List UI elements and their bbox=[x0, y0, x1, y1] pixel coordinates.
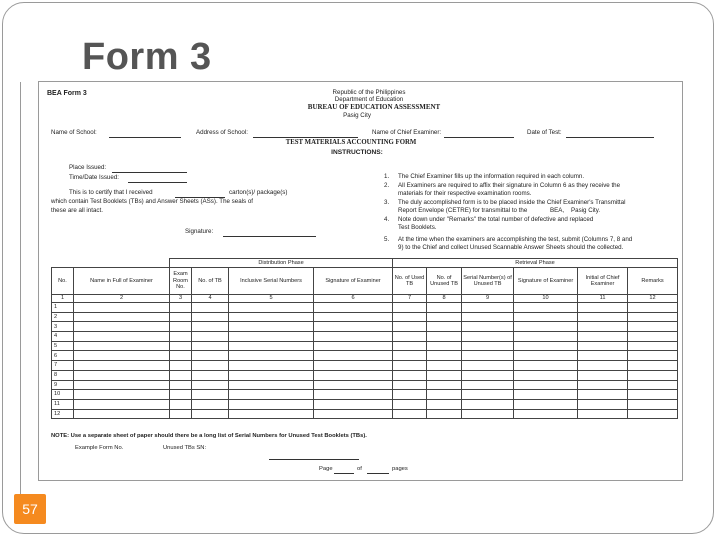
instruction-text: materials for their respective examination rooms. bbox=[398, 190, 532, 197]
column-header: No. bbox=[52, 268, 74, 295]
retrieval-phase-header: Retrieval Phase bbox=[393, 259, 678, 268]
table-cell bbox=[74, 351, 170, 361]
table-cell bbox=[628, 390, 678, 400]
column-number: 10 bbox=[514, 295, 578, 303]
column-header: Serial Number(s) of Unused TB bbox=[462, 268, 514, 295]
table-cell bbox=[514, 370, 578, 380]
header-bureau: BUREAU OF EDUCATION ASSESSMENT bbox=[307, 103, 441, 111]
instruction-text: Note down under "Remarks" the total number of defective and replaced bbox=[398, 216, 594, 223]
table-cell bbox=[314, 409, 393, 419]
table-cell bbox=[427, 303, 462, 313]
column-number: 8 bbox=[427, 295, 462, 303]
column-number: 5 bbox=[229, 295, 314, 303]
table-row bbox=[52, 370, 678, 380]
table-cell bbox=[578, 409, 628, 419]
column-header: Name in Full of Examiner bbox=[74, 268, 170, 295]
instruction-text: The duly accomplished form is to be placed inside the Chief Examiner's Transmittal bbox=[398, 199, 626, 206]
table-cell bbox=[393, 370, 427, 380]
table-cell bbox=[578, 332, 628, 342]
pages-label: pages bbox=[392, 466, 408, 472]
table-cell bbox=[514, 332, 578, 342]
table-cell bbox=[192, 380, 229, 390]
row-number: 12 bbox=[52, 409, 74, 419]
table-cell bbox=[74, 303, 170, 313]
table-cell bbox=[314, 370, 393, 380]
column-header: Exam Room No. bbox=[170, 268, 192, 295]
instruction-text: All Examiners are required to affix their signature in Column 6 as they receive the bbox=[398, 182, 621, 189]
form-label: BEA Form 3 bbox=[47, 90, 87, 97]
table-cell bbox=[170, 332, 192, 342]
table-cell bbox=[514, 361, 578, 371]
table-cell bbox=[462, 332, 514, 342]
table-cell bbox=[578, 361, 628, 371]
example-form-no: Example Form No. bbox=[75, 445, 124, 451]
table-cell bbox=[462, 322, 514, 332]
time-date-label: Time/Date Issued: bbox=[69, 174, 119, 181]
table-cell bbox=[628, 409, 678, 419]
header-line2: Department of Education bbox=[334, 96, 404, 103]
certify-line2: which contain Test Booklets (TBs) and Answer Sheets (ASs). The seals of bbox=[51, 198, 253, 205]
table-cell bbox=[229, 312, 314, 322]
table-cell bbox=[462, 361, 514, 371]
table-cell bbox=[192, 332, 229, 342]
row-number: 7 bbox=[52, 361, 74, 371]
field-chief-label: Name of Chief Examiner: bbox=[372, 129, 442, 136]
table-cell bbox=[314, 303, 393, 313]
column-number: 4 bbox=[192, 295, 229, 303]
column-header: No. of TB bbox=[192, 268, 229, 295]
row-number: 6 bbox=[52, 351, 74, 361]
signature-label: Signature: bbox=[185, 228, 214, 235]
table-cell bbox=[514, 341, 578, 351]
table-cell bbox=[170, 303, 192, 313]
column-header: Inclusive Serial Numbers bbox=[229, 268, 314, 295]
header-city: Pasig City bbox=[343, 112, 371, 119]
column-header: No. of Used TB bbox=[393, 268, 427, 295]
table-row bbox=[52, 361, 678, 371]
table-cell bbox=[74, 312, 170, 322]
table-cell bbox=[628, 332, 678, 342]
table-cell bbox=[74, 361, 170, 371]
column-header: No. of Unused TB bbox=[427, 268, 462, 295]
instruction-number: 5. bbox=[384, 236, 390, 243]
table-cell bbox=[514, 322, 578, 332]
table-cell bbox=[314, 351, 393, 361]
certify-line1: This is to certify that I received bbox=[69, 189, 153, 196]
table-cell bbox=[628, 351, 678, 361]
row-number: 3 bbox=[52, 322, 74, 332]
table-cell bbox=[462, 409, 514, 419]
instruction-number: 1. bbox=[384, 173, 390, 180]
table-cell bbox=[170, 370, 192, 380]
instruction-text: At the time when the examiners are accomplishing the test, submit (Columns 7, 8 and bbox=[398, 236, 633, 243]
table-cell bbox=[393, 312, 427, 322]
note-text: NOTE: Use a separate sheet of paper should there be a long list of Serial Numbers for Unused Test Booklets (TBs). bbox=[51, 433, 367, 439]
table-cell bbox=[170, 341, 192, 351]
row-number: 8 bbox=[52, 370, 74, 380]
table-cell bbox=[192, 322, 229, 332]
table-cell bbox=[192, 390, 229, 400]
page-line bbox=[334, 473, 354, 474]
table-cell bbox=[74, 370, 170, 380]
table-cell bbox=[314, 380, 393, 390]
table-cell bbox=[427, 361, 462, 371]
instruction-text-bea: BEA, bbox=[550, 207, 565, 214]
table-cell bbox=[628, 312, 678, 322]
table-cell bbox=[229, 351, 314, 361]
table-cell bbox=[578, 322, 628, 332]
column-number-row bbox=[52, 295, 678, 303]
table-cell bbox=[74, 332, 170, 342]
form-document bbox=[38, 81, 683, 481]
slide-title: Form 3 bbox=[82, 36, 212, 78]
table-cell bbox=[427, 409, 462, 419]
table-cell bbox=[393, 332, 427, 342]
table-cell bbox=[314, 390, 393, 400]
column-header: Signature of Examiner bbox=[514, 268, 578, 295]
table-cell bbox=[74, 341, 170, 351]
table-cell bbox=[578, 370, 628, 380]
table-cell bbox=[628, 370, 678, 380]
table-cell bbox=[314, 399, 393, 409]
accounting-table bbox=[51, 258, 678, 419]
column-number: 11 bbox=[578, 295, 628, 303]
table-cell bbox=[578, 312, 628, 322]
instruction-number: 4. bbox=[384, 216, 390, 223]
table-cell bbox=[170, 380, 192, 390]
table-cell bbox=[514, 409, 578, 419]
table-cell bbox=[314, 361, 393, 371]
table-cell bbox=[74, 322, 170, 332]
field-date-label: Date of Test: bbox=[527, 129, 562, 136]
table-cell bbox=[314, 312, 393, 322]
table-row bbox=[52, 312, 678, 322]
table-cell bbox=[192, 361, 229, 371]
table-cell bbox=[314, 322, 393, 332]
table-cell bbox=[427, 312, 462, 322]
table-cell bbox=[170, 390, 192, 400]
table-cell bbox=[427, 399, 462, 409]
row-number: 10 bbox=[52, 390, 74, 400]
table-row bbox=[52, 303, 678, 313]
table-cell bbox=[229, 332, 314, 342]
field-address-line bbox=[253, 137, 358, 138]
column-number: 9 bbox=[462, 295, 514, 303]
table-cell bbox=[514, 351, 578, 361]
table-cell bbox=[170, 399, 192, 409]
table-row bbox=[52, 380, 678, 390]
instruction-text-city: Pasig City. bbox=[571, 207, 601, 214]
table-row bbox=[52, 409, 678, 419]
table-cell bbox=[427, 370, 462, 380]
signature-footer-line bbox=[269, 459, 359, 460]
row-number: 2 bbox=[52, 312, 74, 322]
table-cell bbox=[462, 341, 514, 351]
column-header: Remarks bbox=[628, 268, 678, 295]
table-cell bbox=[628, 380, 678, 390]
row-number: 1 bbox=[52, 303, 74, 313]
field-chief-line bbox=[444, 137, 514, 138]
column-number: 12 bbox=[628, 295, 678, 303]
instruction-text: 9) to the Chief and collect Unused Scannable Answer Sheets should the collected. bbox=[398, 244, 624, 251]
table-cell bbox=[462, 370, 514, 380]
table-row bbox=[52, 399, 678, 409]
table-header-row bbox=[52, 268, 678, 295]
field-date-line bbox=[566, 137, 654, 138]
header-line1: Republic of the Philippines bbox=[332, 89, 406, 96]
table-cell bbox=[393, 351, 427, 361]
table-cell bbox=[427, 351, 462, 361]
table-cell bbox=[74, 399, 170, 409]
column-header: Initial of Chief Examiner bbox=[578, 268, 628, 295]
table-cell bbox=[578, 303, 628, 313]
pages-line bbox=[367, 473, 389, 474]
table-cell bbox=[578, 390, 628, 400]
of-label: of bbox=[357, 466, 362, 472]
table-cell bbox=[628, 341, 678, 351]
table-row bbox=[52, 390, 678, 400]
table-cell bbox=[192, 399, 229, 409]
table-cell bbox=[314, 341, 393, 351]
table-cell bbox=[314, 332, 393, 342]
example-unused: Unused TBs SN: bbox=[163, 445, 207, 451]
table-cell bbox=[74, 380, 170, 390]
table-cell bbox=[514, 399, 578, 409]
table-row bbox=[52, 341, 678, 351]
table-cell bbox=[170, 361, 192, 371]
table-cell bbox=[192, 312, 229, 322]
instructions-title: INSTRUCTIONS: bbox=[331, 149, 383, 156]
row-number: 9 bbox=[52, 380, 74, 390]
instruction-text: The Chief Examiner fills up the information required in each column. bbox=[398, 173, 585, 180]
table-cell bbox=[514, 390, 578, 400]
table-cell bbox=[393, 341, 427, 351]
table-cell bbox=[229, 390, 314, 400]
column-number: 1 bbox=[52, 295, 74, 303]
table-cell bbox=[393, 390, 427, 400]
table-cell bbox=[462, 380, 514, 390]
table-cell bbox=[578, 399, 628, 409]
place-issued-line bbox=[112, 172, 187, 173]
table-cell bbox=[229, 341, 314, 351]
page-number-badge: 57 bbox=[14, 494, 46, 524]
form-title: TEST MATERIALS ACCOUNTING FORM bbox=[285, 139, 417, 146]
table-cell bbox=[578, 380, 628, 390]
slide-vertical-rule bbox=[20, 82, 21, 494]
page-label: Page bbox=[319, 466, 333, 472]
table-cell bbox=[192, 409, 229, 419]
instruction-number: 3. bbox=[384, 199, 390, 206]
table-cell bbox=[170, 351, 192, 361]
table-cell bbox=[192, 370, 229, 380]
table-cell bbox=[514, 380, 578, 390]
table-cell bbox=[462, 399, 514, 409]
field-school-line bbox=[109, 137, 181, 138]
table-cell bbox=[229, 322, 314, 332]
table-cell bbox=[393, 361, 427, 371]
table-cell bbox=[462, 312, 514, 322]
table-cell bbox=[229, 370, 314, 380]
column-number: 2 bbox=[74, 295, 170, 303]
table-cell bbox=[393, 303, 427, 313]
field-school-label: Name of School: bbox=[51, 129, 97, 136]
table-row bbox=[52, 322, 678, 332]
column-number: 6 bbox=[314, 295, 393, 303]
table-cell bbox=[514, 303, 578, 313]
table-cell bbox=[192, 303, 229, 313]
table-cell bbox=[229, 399, 314, 409]
table-cell bbox=[170, 312, 192, 322]
certify-line1b: carton(s)/ package(s) bbox=[229, 189, 288, 196]
row-number: 4 bbox=[52, 332, 74, 342]
table-cell bbox=[628, 322, 678, 332]
distribution-phase-header: Distribution Phase bbox=[170, 259, 393, 268]
certify-line3: these are all intact. bbox=[51, 207, 103, 214]
table-cell bbox=[393, 409, 427, 419]
signature-line bbox=[223, 236, 316, 237]
table-cell bbox=[393, 322, 427, 332]
table-cell bbox=[192, 341, 229, 351]
table-cell bbox=[578, 351, 628, 361]
table-cell bbox=[628, 303, 678, 313]
table-cell bbox=[229, 361, 314, 371]
table-cell bbox=[170, 409, 192, 419]
table-cell bbox=[427, 380, 462, 390]
table-cell bbox=[229, 409, 314, 419]
instruction-text: Test Booklets. bbox=[398, 224, 437, 231]
table-cell bbox=[628, 399, 678, 409]
table-cell bbox=[462, 351, 514, 361]
table-cell bbox=[462, 303, 514, 313]
table-cell bbox=[427, 332, 462, 342]
row-number: 11 bbox=[52, 399, 74, 409]
column-number: 7 bbox=[393, 295, 427, 303]
row-number: 5 bbox=[52, 341, 74, 351]
column-header: Signature of Examiner bbox=[314, 268, 393, 295]
table-cell bbox=[427, 322, 462, 332]
table-cell bbox=[393, 380, 427, 390]
table-row bbox=[52, 332, 678, 342]
table-cell bbox=[514, 312, 578, 322]
table-cell bbox=[74, 390, 170, 400]
table-cell bbox=[427, 390, 462, 400]
table-row bbox=[52, 351, 678, 361]
table-cell bbox=[74, 409, 170, 419]
table-cell bbox=[192, 351, 229, 361]
table-cell bbox=[229, 303, 314, 313]
table-cell bbox=[427, 341, 462, 351]
instruction-number: 2. bbox=[384, 182, 390, 189]
table-cell bbox=[393, 399, 427, 409]
instruction-text: Report Envelope (CETRE) for transmittal to the bbox=[398, 207, 528, 214]
place-issued-label: Place Issued: bbox=[69, 164, 107, 171]
field-address-label: Address of School: bbox=[196, 129, 248, 136]
table-cell bbox=[170, 322, 192, 332]
table-cell bbox=[578, 341, 628, 351]
table-cell bbox=[462, 390, 514, 400]
table-cell bbox=[229, 380, 314, 390]
column-number: 3 bbox=[170, 295, 192, 303]
table-cell bbox=[628, 361, 678, 371]
time-date-line bbox=[128, 182, 187, 183]
